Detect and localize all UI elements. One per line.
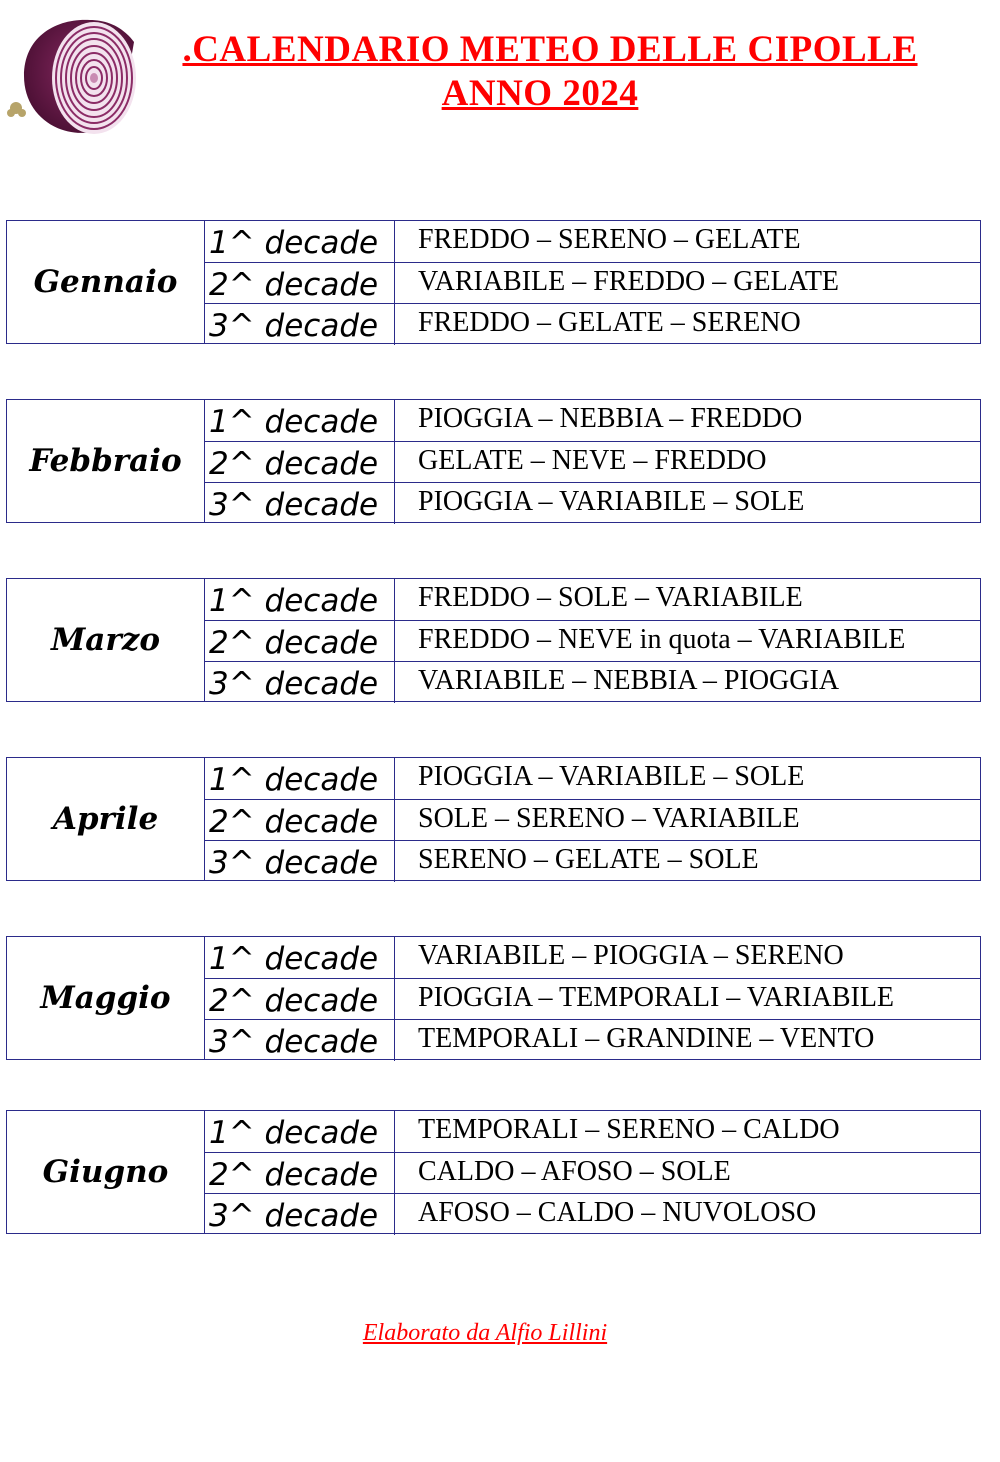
forecast-text: SERENO – GELATE – SOLE [418, 844, 759, 875]
decade-row [205, 1193, 980, 1235]
forecast-text: AFOSO – CALDO – NUVOLOSO [418, 1197, 817, 1228]
decade-row [205, 978, 980, 1020]
title-line-2: ANNO 2024 [441, 73, 639, 114]
decade-label: 3^ decade [205, 1194, 395, 1235]
month-name: Aprile [7, 758, 205, 880]
month-name: Giugno [7, 1111, 205, 1233]
decade-label: 2^ decade [205, 800, 395, 841]
decade-row [205, 1019, 980, 1061]
decade-label: 2^ decade [205, 442, 395, 483]
page-title [150, 28, 950, 116]
forecast-text: VARIABILE – PIOGGIA – SERENO [418, 940, 844, 971]
onion-icon [2, 14, 142, 140]
decade-row [205, 661, 980, 703]
forecast-text: FREDDO – SERENO – GELATE [418, 224, 801, 255]
decade-label: 2^ decade [205, 263, 395, 304]
month-table [6, 757, 981, 881]
forecast-text: TEMPORALI – GRANDINE – VENTO [418, 1023, 875, 1054]
credit-text: Elaborato da Alfio Lillini [362, 1320, 608, 1346]
decade-row [205, 579, 980, 620]
forecast-text: PIOGGIA – TEMPORALI – VARIABILE [418, 982, 895, 1013]
forecast-text: PIOGGIA – VARIABILE – SOLE [418, 761, 805, 792]
decade-label: 1^ decade [205, 937, 395, 978]
decade-row [205, 221, 980, 262]
decade-label: 1^ decade [205, 221, 395, 262]
forecast-text: CALDO – AFOSO – SOLE [418, 1156, 731, 1187]
decade-label: 3^ decade [205, 483, 395, 524]
decade-label: 1^ decade [205, 400, 395, 441]
decade-label: 1^ decade [205, 579, 395, 620]
decade-row [205, 937, 980, 978]
decade-row [205, 1152, 980, 1194]
month-table [6, 1110, 981, 1234]
month-table [6, 936, 981, 1060]
forecast-text: FREDDO – NEVE in quota – VARIABILE [418, 624, 906, 655]
decade-row [205, 400, 980, 441]
month-table [6, 220, 981, 344]
decade-label: 3^ decade [205, 304, 395, 345]
month-table [6, 399, 981, 523]
decade-row [205, 482, 980, 524]
forecast-text: FREDDO – SOLE – VARIABILE [418, 582, 803, 613]
decade-label: 3^ decade [205, 662, 395, 703]
month-name: Febbraio [7, 400, 205, 522]
decade-row [205, 441, 980, 483]
forecast-text: TEMPORALI – SERENO – CALDO [418, 1114, 840, 1145]
decade-label: 1^ decade [205, 758, 395, 799]
decade-row [205, 303, 980, 345]
forecast-text: PIOGGIA – VARIABILE – SOLE [418, 486, 805, 517]
decade-label: 1^ decade [205, 1111, 395, 1152]
forecast-text: VARIABILE – FREDDO – GELATE [418, 266, 840, 297]
forecast-text: FREDDO – GELATE – SERENO [418, 307, 801, 338]
month-name: Gennaio [7, 221, 205, 343]
decade-label: 3^ decade [205, 841, 395, 882]
decade-label: 3^ decade [205, 1020, 395, 1061]
decade-row [205, 1111, 980, 1152]
decade-row [205, 840, 980, 882]
title-line-1: .CALENDARIO METEO DELLE CIPOLLE [182, 29, 918, 70]
decade-row [205, 799, 980, 841]
forecast-text: PIOGGIA – NEBBIA – FREDDO [418, 403, 803, 434]
decade-row [205, 620, 980, 662]
decade-label: 2^ decade [205, 621, 395, 662]
decade-row [205, 758, 980, 799]
forecast-text: SOLE – SERENO – VARIABILE [418, 803, 800, 834]
forecast-text: VARIABILE – NEBBIA – PIOGGIA [418, 665, 840, 696]
decade-label: 2^ decade [205, 1153, 395, 1194]
month-name: Maggio [7, 937, 205, 1059]
month-table [6, 578, 981, 702]
forecast-text: GELATE – NEVE – FREDDO [418, 445, 767, 476]
decade-label: 2^ decade [205, 979, 395, 1020]
month-name: Marzo [7, 579, 205, 701]
decade-row [205, 262, 980, 304]
